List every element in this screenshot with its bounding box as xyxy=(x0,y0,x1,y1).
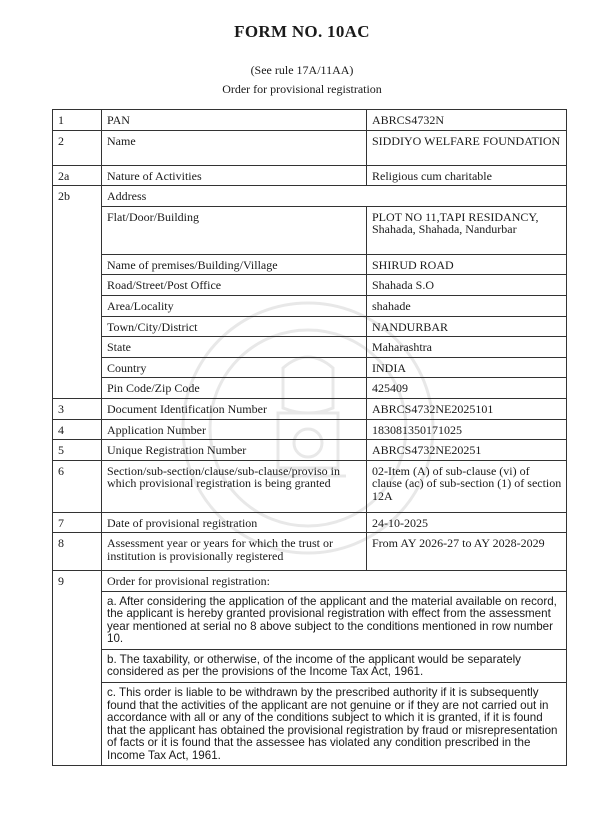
address-row xyxy=(53,337,567,358)
application-number-value: 183081350171025 xyxy=(367,419,567,440)
row-number: 7 xyxy=(53,512,102,533)
table-row xyxy=(53,512,567,533)
row-number: 3 xyxy=(53,398,102,419)
order-clause-c: c. This order is liable to be withdrawn by the prescribed authority if it is subsequently found that the activities of the applicant are not genuine or if they are not carried out in accordance with all or any of the conditions subject to which it is granted, if it is found that the applicant has obtained the provisional registration by fraud or misrepresentation of facts or it is found that the assessee has violated any condition prescribed in the Income Tax Act, 1961. xyxy=(102,683,567,766)
row-number: 2 xyxy=(53,130,102,165)
rule-reference: (See rule 17A/11AA) xyxy=(250,63,354,77)
row-label: Nature of Activities xyxy=(102,165,367,186)
row-label: Application Number xyxy=(102,419,367,440)
address-row xyxy=(53,316,567,337)
address-value: 425409 xyxy=(367,378,567,399)
order-clause-row xyxy=(53,591,567,649)
table-row xyxy=(53,130,567,165)
name-value: SIDDIYO WELFARE FOUNDATION xyxy=(367,130,567,165)
address-label: Area/Locality xyxy=(102,295,367,316)
order-clause-a: a. After considering the application of the applicant and the material available on record, the applicant is hereby granted provisional registration with effect from the assessment year mentioned at serial no 8 above subject to the conditions mentioned in row number 10. xyxy=(102,591,567,649)
address-row xyxy=(53,206,567,254)
row-number: 8 xyxy=(53,533,102,571)
order-clause-b: b. The taxability, or otherwise, of the income of the applicant would be separately considered as per the provisions of the Income Tax Act, 1961. xyxy=(102,649,567,682)
address-heading: Address xyxy=(102,186,567,207)
form-subtitle: Order for provisional registration xyxy=(222,82,382,96)
address-row xyxy=(53,295,567,316)
table-row xyxy=(53,165,567,186)
order-clause-row xyxy=(53,683,567,766)
address-label: Pin Code/Zip Code xyxy=(102,378,367,399)
urn-value: ABRCS4732NE20251 xyxy=(367,440,567,461)
row-number: 4 xyxy=(53,419,102,440)
row-number: 5 xyxy=(53,440,102,461)
table-row xyxy=(53,398,567,419)
row-label: Unique Registration Number xyxy=(102,440,367,461)
row-label: Section/sub-section/clause/sub-clause/proviso in which provisional registration is being granted xyxy=(102,460,367,512)
address-row xyxy=(53,254,567,275)
address-row xyxy=(53,378,567,399)
row-label: PAN xyxy=(102,110,367,131)
row-number: 2a xyxy=(53,165,102,186)
din-value: ABRCS4732NE2025101 xyxy=(367,398,567,419)
assessment-year-value: From AY 2026-27 to AY 2028-2029 xyxy=(367,533,567,571)
table-row xyxy=(53,110,567,131)
address-value: Maharashtra xyxy=(367,337,567,358)
order-heading: Order for provisional registration: xyxy=(102,571,567,592)
table-row xyxy=(53,571,567,592)
address-value: shahade xyxy=(367,295,567,316)
address-value: SHIRUD ROAD xyxy=(367,254,567,275)
table-row xyxy=(53,186,567,207)
address-label: Country xyxy=(102,357,367,378)
address-value: NANDURBAR xyxy=(367,316,567,337)
address-row xyxy=(53,357,567,378)
table-row xyxy=(53,419,567,440)
form-title: FORM NO. 10AC xyxy=(234,22,370,41)
address-label: State xyxy=(102,337,367,358)
address-value: INDIA xyxy=(367,357,567,378)
address-label: Road/Street/Post Office xyxy=(102,275,367,296)
row-label: Name xyxy=(102,130,367,165)
row-label: Date of provisional registration xyxy=(102,512,367,533)
date-value: 24-10-2025 xyxy=(367,512,567,533)
nature-value: Religious cum charitable xyxy=(367,165,567,186)
pan-value: ABRCS4732N xyxy=(367,110,567,131)
address-value: PLOT NO 11,TAPI RESIDANCY, Shahada, Shahada, Nandurbar xyxy=(367,206,567,254)
address-label: Name of premises/Building/Village xyxy=(102,254,367,275)
row-number: 2b xyxy=(53,186,102,399)
table-row xyxy=(53,460,567,512)
registration-table xyxy=(52,109,567,766)
table-row xyxy=(53,533,567,571)
section-value: 02-Item (A) of sub-clause (vi) of clause (ac) of sub-section (1) of section 12A xyxy=(367,460,567,512)
row-number: 9 xyxy=(53,571,102,766)
row-number: 1 xyxy=(53,110,102,131)
address-row xyxy=(53,275,567,296)
row-label: Assessment year or years for which the trust or institution is provisionally registered xyxy=(102,533,367,571)
order-clause-row xyxy=(53,649,567,682)
row-number: 6 xyxy=(53,460,102,512)
address-label: Town/City/District xyxy=(102,316,367,337)
address-value: Shahada S.O xyxy=(367,275,567,296)
address-label: Flat/Door/Building xyxy=(102,206,367,254)
table-row xyxy=(53,440,567,461)
row-label: Document Identification Number xyxy=(102,398,367,419)
